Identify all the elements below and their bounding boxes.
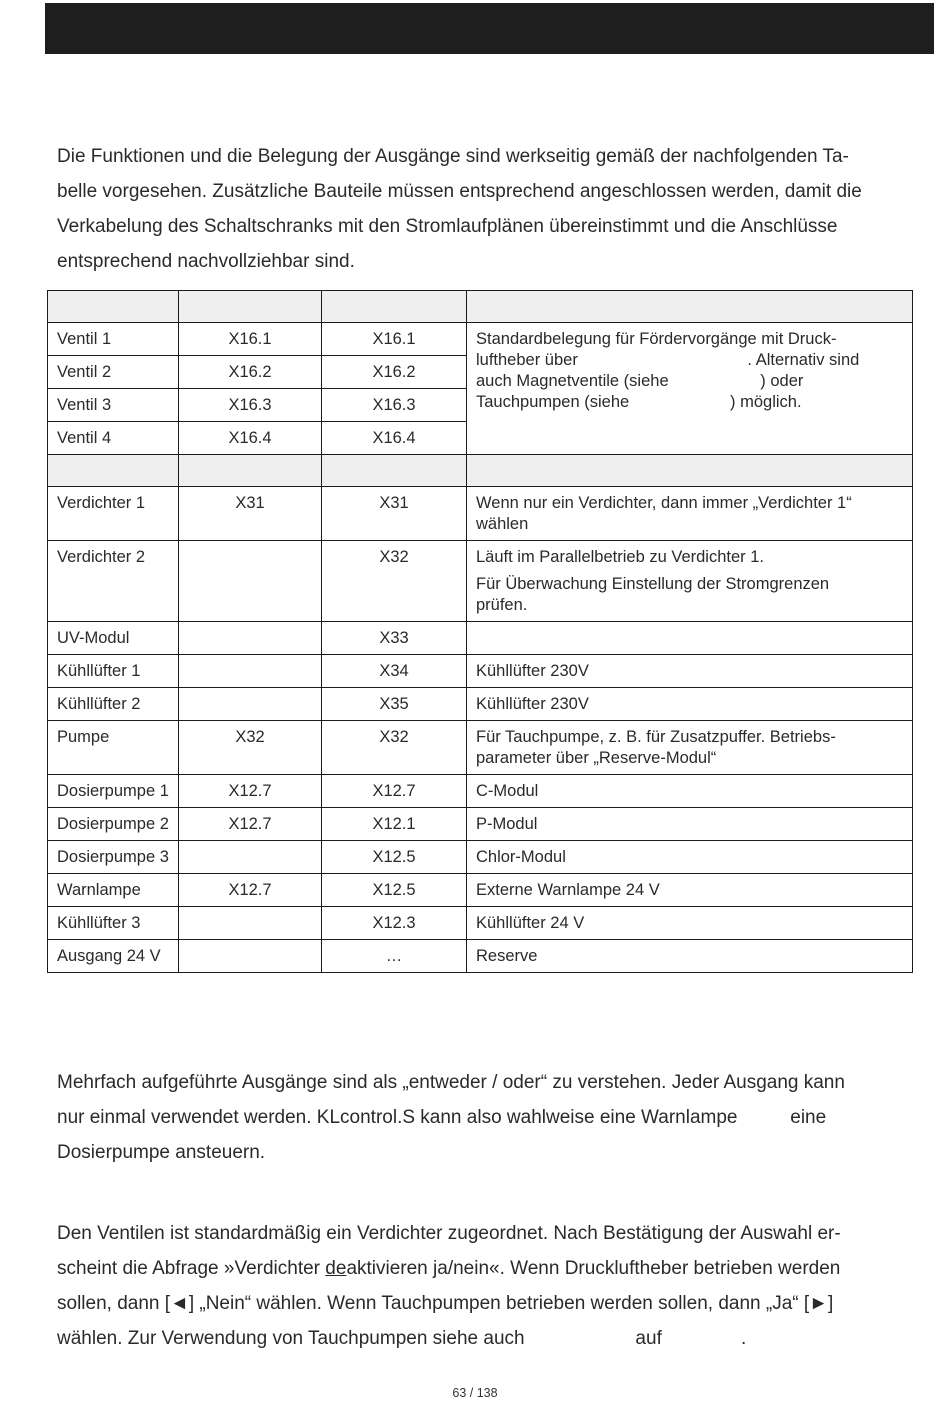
terminal-a: X16.1 (179, 323, 322, 356)
terminal-b: X12.5 (322, 841, 467, 874)
note-line: Für Tauchpumpe, z. B. für Zusatzpuffer. Betriebs- (476, 728, 836, 746)
terminal-a (179, 841, 322, 874)
after-line: Mehrfach aufgeführte Ausgänge sind als „entweder / oder“ zu verstehen. Jeder Ausgang kann (57, 1072, 845, 1093)
note-line: Standardbelegung für Fördervorgänge mit Druck- (476, 330, 837, 348)
table-row (48, 808, 913, 841)
output-name: Ventil 2 (48, 356, 179, 389)
terminal-b: X12.7 (322, 775, 467, 808)
note-line: Tauchpumpen (siehe ) möglich. (476, 393, 802, 411)
output-name: Ventil 4 (48, 422, 179, 455)
output-name: Dosierpumpe 1 (48, 775, 179, 808)
section-row (48, 455, 913, 487)
table-row (48, 323, 913, 356)
terminal-a: X12.7 (179, 775, 322, 808)
terminal-b: X12.5 (322, 874, 467, 907)
output-name: Kühllüfter 1 (48, 655, 179, 688)
note-line: auch Magnetventile (siehe ) oder (476, 372, 804, 390)
output-note (467, 907, 913, 940)
terminal-a: X16.2 (179, 356, 322, 389)
bottom-line: Den Ventilen ist standardmäßig ein Verdichter zugeordnet. Nach Bestätigung der Auswahl er- (57, 1223, 841, 1244)
note-line: luftheber über . Alternativ sind (476, 351, 860, 369)
note-line: Für Überwachung Einstellung der Stromgrenzen (476, 575, 830, 593)
note-line: C-Modul (476, 782, 539, 800)
output-name: Pumpe (48, 721, 179, 775)
output-note (467, 541, 913, 622)
note-line: Externe Warnlampe 24 V (476, 881, 660, 899)
table-row (48, 907, 913, 940)
output-name: Verdichter 1 (48, 487, 179, 541)
output-name: Kühllüfter 2 (48, 688, 179, 721)
terminal-a (179, 541, 322, 622)
note-line: Chlor-Modul (476, 848, 566, 866)
note-line: Wenn nur ein Verdichter, dann immer „Verdichter 1“ (476, 494, 852, 512)
header-bar (45, 3, 934, 54)
header-cell (48, 291, 179, 323)
terminal-b: X34 (322, 655, 467, 688)
terminal-b: X16.1 (322, 323, 467, 356)
terminal-a (179, 940, 322, 973)
output-note (467, 721, 913, 775)
terminal-b: X12.1 (322, 808, 467, 841)
after-table-paragraph (57, 1065, 922, 1170)
header-cell (322, 291, 467, 323)
terminal-a: X12.7 (179, 874, 322, 907)
terminal-b: … (322, 940, 467, 973)
note-line: P-Modul (476, 815, 538, 833)
intro-line: entsprechend nachvollziehbar sind. (57, 251, 355, 272)
header-cell (467, 291, 913, 323)
note-line: Kühllüfter 230V (476, 695, 589, 713)
note-line: Reserve (476, 947, 538, 965)
table-row (48, 721, 913, 775)
table-header-row (48, 291, 913, 323)
note-line: parameter über „Reserve-Modul“ (476, 749, 717, 767)
section-cell (48, 455, 179, 487)
bottom-line (57, 1251, 922, 1286)
terminal-b: X12.3 (322, 907, 467, 940)
output-name: UV-Modul (48, 622, 179, 655)
terminal-b: X31 (322, 487, 467, 541)
output-name: Ventil 3 (48, 389, 179, 422)
note-line: Läuft im Parallelbetrieb zu Verdichter 1. (476, 548, 764, 566)
terminal-b: X16.4 (322, 422, 467, 455)
intro-line: Die Funktionen und die Belegung der Ausgänge sind werkseitig gemäß der nachfolgenden Ta- (57, 146, 849, 167)
terminal-b: X16.3 (322, 389, 467, 422)
table-row (48, 940, 913, 973)
output-rows (48, 487, 913, 973)
table-row (48, 775, 913, 808)
intro-line: belle vorgesehen. Zusätzliche Bauteile müssen entsprechend angeschlossen werden, damit die (57, 181, 862, 202)
terminal-b: X35 (322, 688, 467, 721)
section-cell (179, 455, 322, 487)
intro-line: Verkabelung des Schaltschranks mit den Stromlaufplänen übereinstimmt und die Anschlüsse (57, 216, 838, 237)
note-line: prüfen. (476, 596, 528, 614)
note-line: wählen (476, 515, 529, 533)
terminal-a (179, 622, 322, 655)
output-note (467, 808, 913, 841)
table-row (48, 688, 913, 721)
note-line: Kühllüfter 24 V (476, 914, 585, 932)
output-name: Kühllüfter 3 (48, 907, 179, 940)
output-name: Dosierpumpe 3 (48, 841, 179, 874)
terminal-a (179, 655, 322, 688)
output-note (467, 622, 913, 655)
terminal-b: X32 (322, 541, 467, 622)
table-row (48, 655, 913, 688)
output-note (467, 874, 913, 907)
terminal-a: X32 (179, 721, 322, 775)
output-name: Dosierpumpe 2 (48, 808, 179, 841)
outputs-table (47, 290, 913, 973)
terminal-b: X32 (322, 721, 467, 775)
table-row (48, 541, 913, 622)
section-cell (322, 455, 467, 487)
table-row (48, 487, 913, 541)
terminal-a: X12.7 (179, 808, 322, 841)
bottom-line: sollen, dann [◄] „Nein“ wählen. Wenn Tauchpumpen betrieben werden sollen, dann „Ja“ [►] (57, 1293, 834, 1314)
compressor-paragraph (57, 1216, 922, 1356)
note-line: Kühllüfter 230V (476, 662, 589, 680)
output-name: Warnlampe (48, 874, 179, 907)
page-number: 63 / 138 (452, 1386, 498, 1400)
output-note (467, 940, 913, 973)
bottom-line: wählen. Zur Verwendung von Tauchpumpen siehe auch auf . (57, 1328, 747, 1349)
text-fragment: aktivieren ja/nein«. Wenn Druckluftheber betrieben werden (346, 1258, 841, 1279)
output-note (467, 655, 913, 688)
after-line: nur einmal verwendet werden. KLcontrol.S kann also wahlweise eine Warnlampe eine (57, 1107, 827, 1128)
output-note (467, 487, 913, 541)
table-row (48, 841, 913, 874)
terminal-a: X16.4 (179, 422, 322, 455)
terminal-a: X31 (179, 487, 322, 541)
text-fragment: scheint die Abfrage »Verdichter (57, 1258, 326, 1279)
table-row (48, 874, 913, 907)
output-note (467, 841, 913, 874)
header-cell (179, 291, 322, 323)
terminal-a (179, 907, 322, 940)
section-cell (467, 455, 913, 487)
terminal-a: X16.3 (179, 389, 322, 422)
terminal-a (179, 688, 322, 721)
table-row (48, 622, 913, 655)
terminal-b: X33 (322, 622, 467, 655)
output-note (467, 688, 913, 721)
output-name: Verdichter 2 (48, 541, 179, 622)
after-line: Dosierpumpe ansteuern. (57, 1142, 266, 1163)
intro-paragraph (57, 139, 922, 279)
underlined-text: de (325, 1258, 347, 1279)
ventil-note (467, 323, 913, 455)
output-name: Ventil 1 (48, 323, 179, 356)
output-name: Ausgang 24 V (48, 940, 179, 973)
terminal-b: X16.2 (322, 356, 467, 389)
output-note (467, 775, 913, 808)
